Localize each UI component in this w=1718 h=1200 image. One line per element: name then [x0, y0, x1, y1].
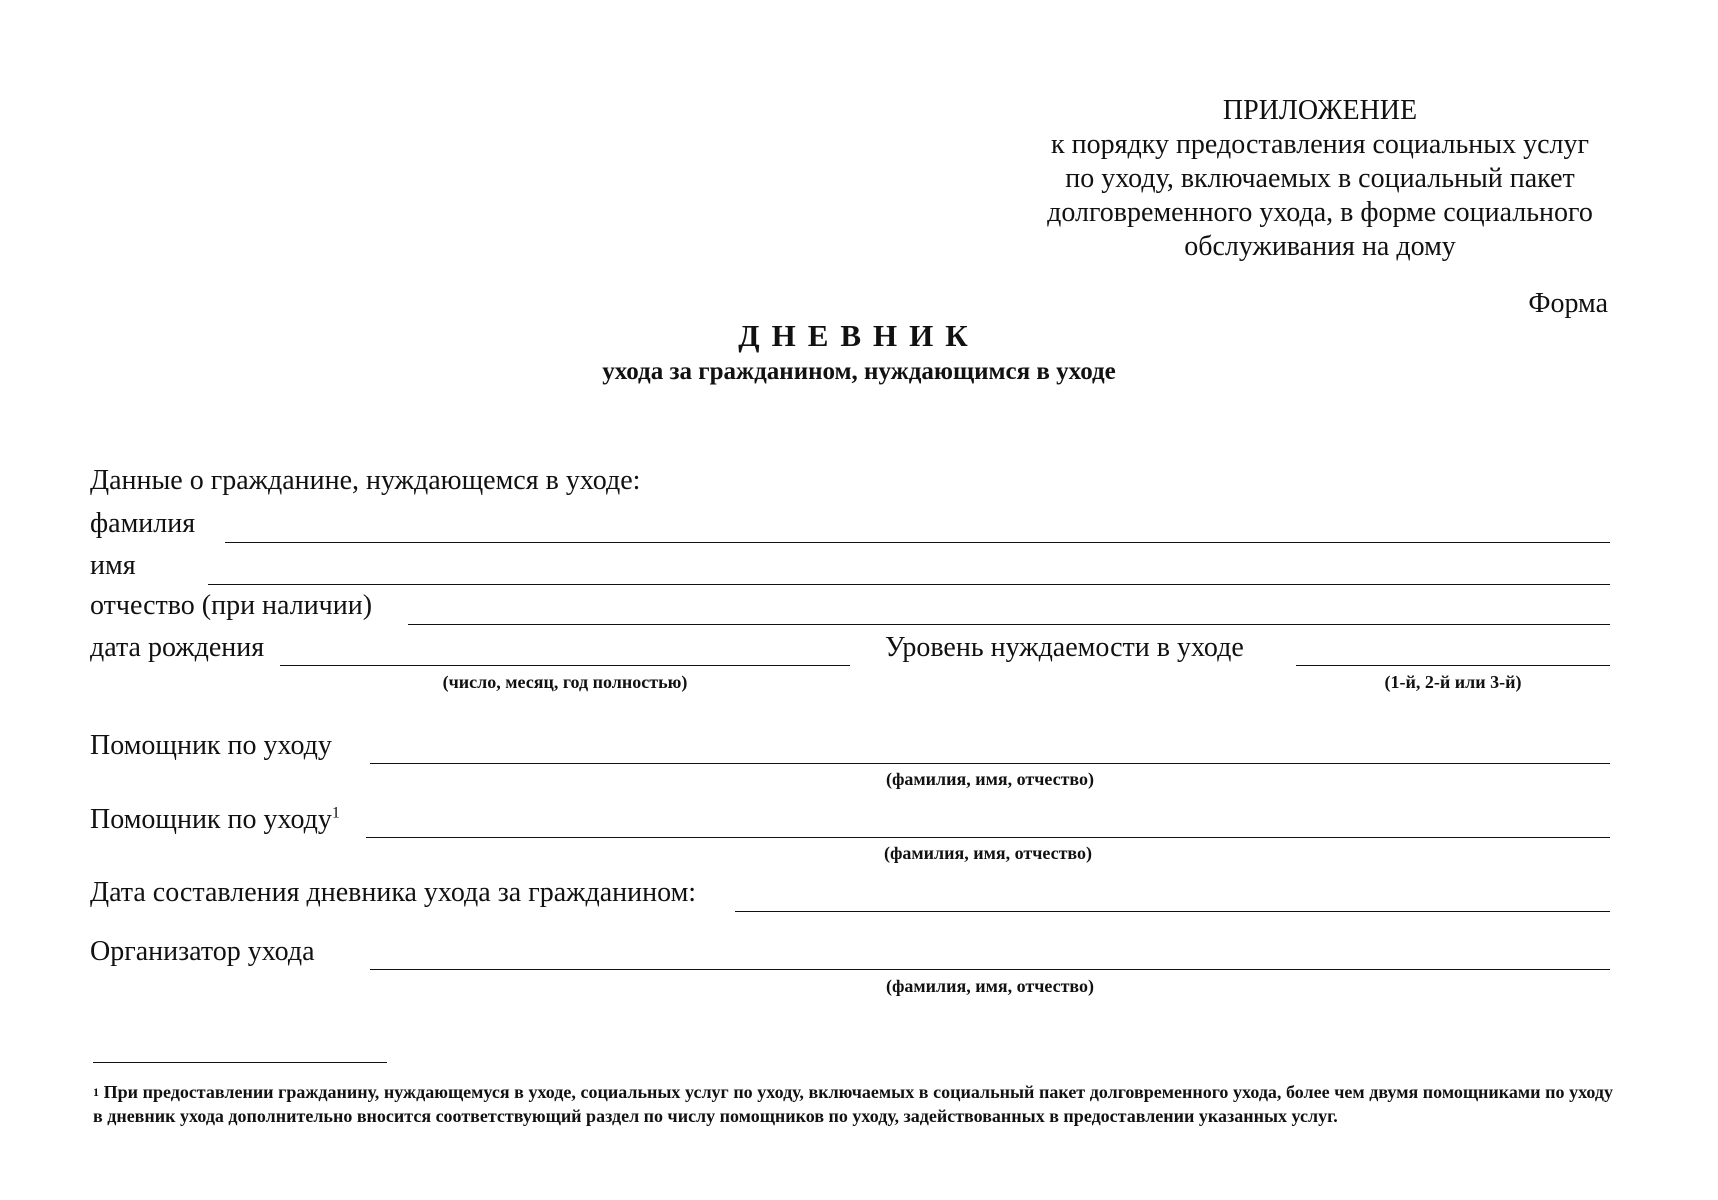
footnote-text: При предоставлении гражданину, нуждающемуся в уходе, социальных услуг по уходу, включаемых в социальный пакет долговременного ухода, более чем двумя помощниками по уходу в дневник ухода дополнительно вносится соответствующий раздел по числу помощников по уходу, задействованных в предоставлении указанных услуг. [93, 1082, 1613, 1126]
diary-date-label: Дата составления дневника ухода за гражданином: [90, 877, 697, 908]
assistant-2-hint: (фамилия, имя, отчество) [883, 843, 1093, 863]
footnote-divider [93, 1062, 387, 1063]
care-level-field[interactable] [1296, 665, 1610, 666]
appendix-header [920, 94, 1718, 264]
appendix-line: к порядку предоставления социальных услуг [1051, 129, 1589, 160]
assistant-field[interactable] [370, 763, 1610, 764]
diary-date-field[interactable] [735, 911, 1610, 912]
surname-field[interactable] [225, 542, 1610, 543]
care-level-label: Уровень нуждаемости в уходе [885, 632, 1244, 663]
organizer-field[interactable] [370, 969, 1610, 970]
document-subtitle: ухода за гражданином, нуждающимся в уходе [602, 358, 1116, 385]
patronymic-field[interactable] [408, 624, 1610, 625]
birth-date-hint: (число, месяц, год полностью) [442, 672, 688, 692]
patronymic-label: отчество (при наличии) [90, 590, 373, 621]
footnote-reference: 1 [331, 804, 340, 822]
form-label: Форма [1528, 288, 1608, 319]
assistant-2-label-text: Помощник по уходу [90, 804, 332, 835]
assistant-hint: (фамилия, имя, отчество) [885, 769, 1095, 789]
organizer-hint: (фамилия, имя, отчество) [885, 976, 1095, 996]
birth-date-label: дата рождения [90, 632, 265, 663]
section-heading: Данные о гражданине, нуждающемся в уходе: [90, 465, 641, 496]
care-level-hint: (1-й, 2-й или 3-й) [1384, 672, 1522, 692]
appendix-line: долговременного ухода, в форме социального [1047, 197, 1593, 228]
footnote-marker: 1 [93, 1085, 99, 1099]
appendix-line: обслуживания на дому [1184, 231, 1456, 262]
appendix-title: ПРИЛОЖЕНИЕ [1222, 95, 1418, 126]
assistant-2-label [90, 804, 340, 836]
assistant-label: Помощник по уходу [90, 730, 332, 761]
footnote [93, 1080, 1613, 1128]
document-title: ДНЕВНИК [738, 318, 980, 353]
appendix-line: по уходу, включаемых в социальный пакет [1065, 163, 1575, 194]
name-label: имя [90, 550, 136, 581]
organizer-label: Организатор ухода [90, 936, 315, 967]
surname-label: фамилия [90, 508, 196, 539]
name-field[interactable] [208, 584, 1610, 585]
birth-date-field[interactable] [280, 665, 850, 666]
assistant-2-field[interactable] [366, 837, 1610, 838]
